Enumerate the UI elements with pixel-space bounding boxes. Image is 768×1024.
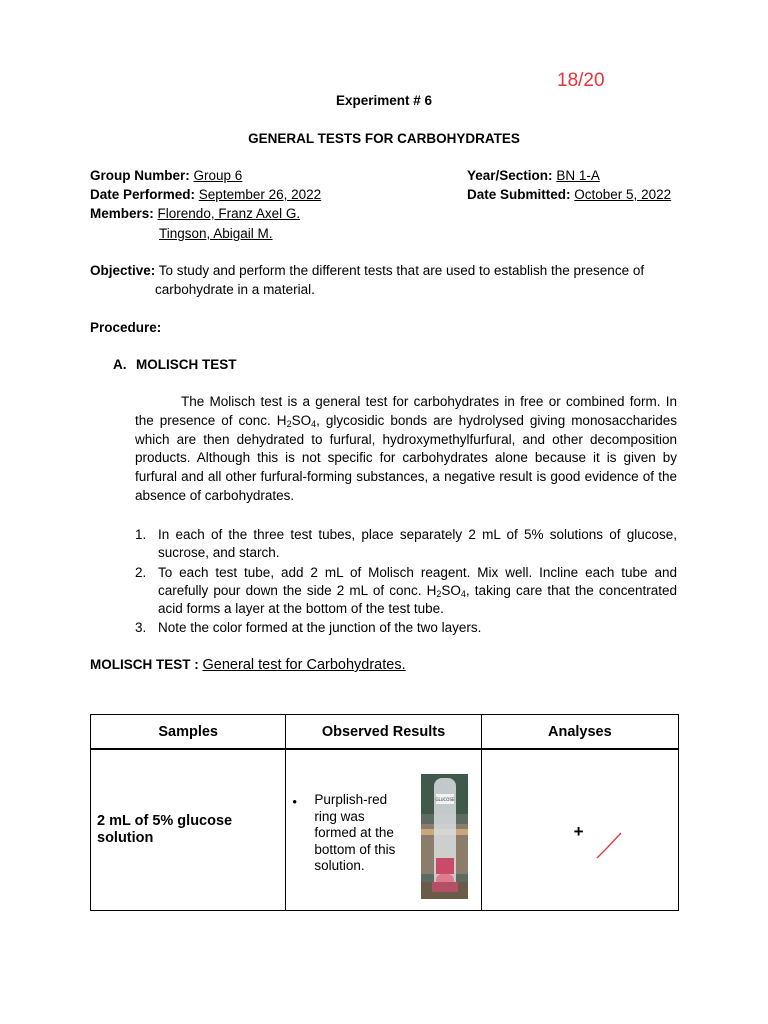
year-label: Year/Section:	[467, 168, 553, 183]
year-section	[467, 168, 600, 183]
member-2: Tingson, Abigail M.	[159, 226, 273, 241]
list-item	[135, 564, 677, 619]
test-tube-image	[421, 774, 468, 899]
step-text: Note the color formed at the junction of the two layers.	[158, 620, 482, 636]
analysis-wrap	[482, 750, 678, 910]
table-header-row	[91, 715, 679, 750]
step-text-part-1: To each test tube, add 2 mL of Molisch reagent. Mix well. Incline each tube and carefully pour down the side 2 mL of conc. H	[158, 564, 677, 598]
step-text	[158, 565, 677, 617]
procedure-heading: Procedure:	[90, 320, 162, 335]
objective-line-1: To study and perform the different tests that are used to establish the presence of	[158, 263, 645, 278]
list-item	[135, 526, 677, 563]
subscript-4: 4	[311, 418, 317, 429]
date-performed-label: Date Performed:	[90, 187, 196, 202]
objective-line-2: carbohydrate in a material.	[155, 282, 315, 297]
list-item	[135, 619, 677, 637]
section-a-title: MOLISCH TEST	[136, 357, 237, 372]
column-header: Observed Results	[286, 715, 481, 750]
positive-result: +	[573, 822, 584, 841]
group-number	[90, 168, 242, 183]
date-performed	[90, 187, 321, 202]
result-heading-value: General test for Carbohydrates.	[202, 657, 406, 673]
group-value: Group 6	[193, 168, 243, 183]
table-row	[91, 749, 679, 911]
procedure-steps	[135, 526, 677, 639]
analysis-cell	[481, 749, 678, 911]
date-submitted-value: October 5, 2022	[574, 187, 672, 202]
section-a-letter: A.	[113, 357, 127, 372]
description-so: SO	[291, 412, 312, 428]
molisch-description	[135, 393, 677, 506]
year-value: BN 1-A	[556, 168, 600, 183]
objective	[90, 263, 644, 278]
check-mark-icon	[594, 832, 624, 860]
experiment-number: Experiment # 6	[335, 93, 433, 108]
step-text-part-2: , taking care that the concentrated acid forms a layer at the bottom of the test tube.	[158, 582, 677, 617]
members-label: Members:	[90, 206, 154, 221]
date-submitted-label: Date Submitted:	[467, 187, 571, 202]
document-title: GENERAL TESTS FOR CARBOHYDRATES	[248, 131, 520, 146]
column-header: Samples	[91, 715, 286, 750]
step-text: In each of the three test tubes, place separately 2 mL of 5% solutions of glucose, sucrose, and starch.	[158, 527, 677, 561]
description-part-1: The Molisch test is a general test for carbohydrates in free or combined form. In the presence of conc. H	[135, 394, 677, 428]
group-label: Group Number:	[90, 168, 190, 183]
results-table	[90, 714, 679, 911]
observation-text: Purplish-red ring was formed at the bottom of this solution.	[314, 792, 396, 873]
test-tube-photo	[421, 774, 468, 899]
result-heading-label: MOLISCH TEST :	[90, 657, 199, 672]
objective-label: Objective:	[90, 263, 156, 278]
subscript-2: 2	[286, 418, 292, 429]
subscript-2: 2	[436, 588, 442, 599]
members	[90, 206, 300, 221]
step-number: 2.	[135, 564, 147, 580]
step-text-so: SO	[441, 582, 461, 598]
step-number: 1.	[135, 527, 147, 542]
date-submitted	[467, 187, 671, 202]
step-number: 3.	[135, 620, 147, 636]
observation-cell	[286, 749, 481, 911]
result-heading	[90, 657, 406, 673]
svg-text:GLUCOSE: GLUCOSE	[435, 797, 455, 802]
column-header: Analyses	[481, 715, 678, 750]
member-1: Florendo, Franz Axel G.	[157, 206, 301, 221]
description-part-2: , glycosidic bonds are hydrolysed giving monosaccharides which are then dehydrated to furfural, hydroxymethylfurfural, and other decomposition products. Although this is not specific for carbohydrates alone because it is given by furfural and all other furfural-forming substances, a negative result is good evidence of the absence of carbohydrates.	[135, 412, 677, 503]
sample-name: 2 mL of 5% glucose solution	[97, 813, 233, 846]
observation-wrap	[286, 750, 480, 910]
sample-cell	[91, 749, 286, 911]
bullet: •	[292, 794, 297, 809]
grade-score: 18/20	[557, 70, 605, 91]
date-performed-value: September 26, 2022	[198, 187, 322, 202]
subscript-4: 4	[460, 588, 466, 599]
